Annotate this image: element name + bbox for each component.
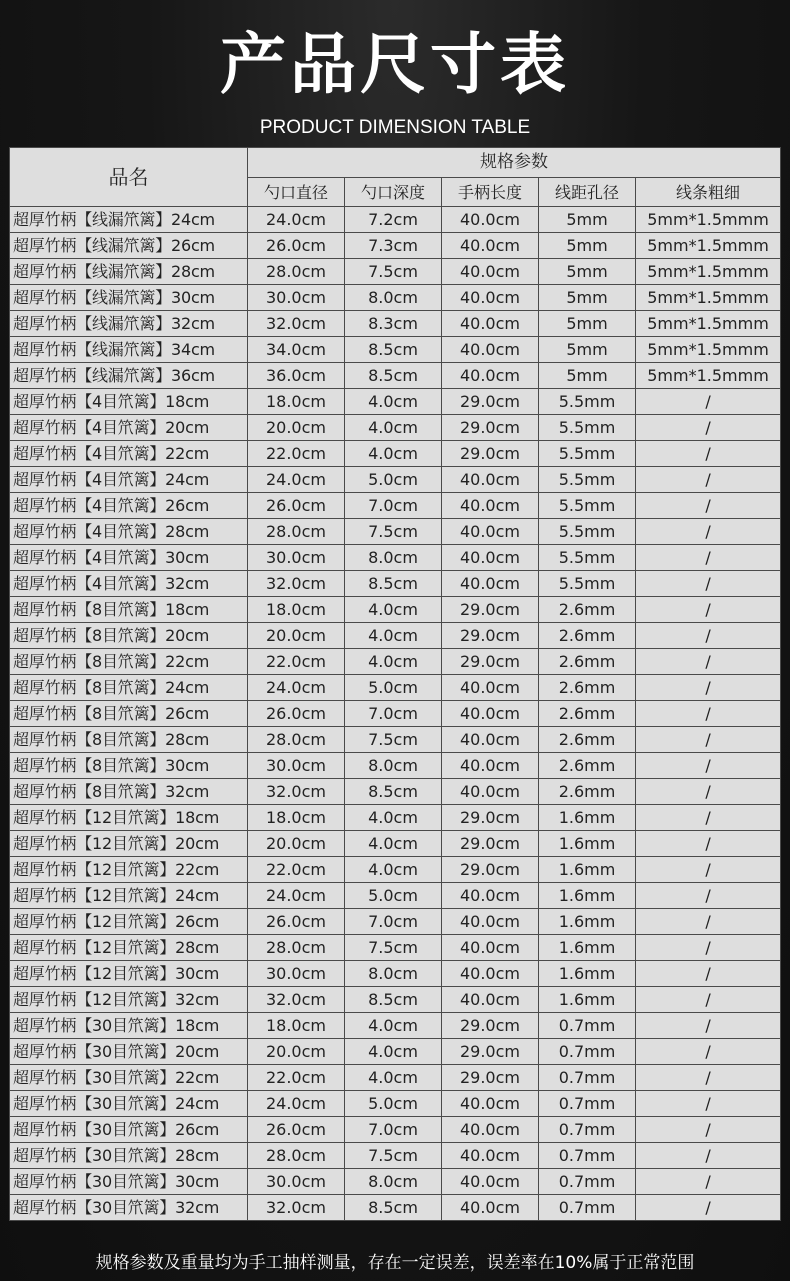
- handle-length-cell: 40.0cm: [442, 337, 539, 363]
- hole-size-cell: 5.5mm: [539, 415, 636, 441]
- wire-thickness-cell: /: [636, 467, 781, 493]
- diameter-cell: 30.0cm: [248, 1169, 345, 1195]
- wire-thickness-cell: 5mm*1.5mmm: [636, 233, 781, 259]
- wire-thickness-cell: /: [636, 597, 781, 623]
- table-row: [10, 935, 781, 961]
- product-name-cell: 超厚竹柄【12目笊篱】24cm: [10, 883, 248, 909]
- product-name-cell: 超厚竹柄【30目笊篱】24cm: [10, 1091, 248, 1117]
- depth-cell: 4.0cm: [345, 415, 442, 441]
- hole-size-cell: 5mm: [539, 337, 636, 363]
- handle-length-cell: 29.0cm: [442, 441, 539, 467]
- depth-cell: 4.0cm: [345, 805, 442, 831]
- table-row: [10, 441, 781, 467]
- hole-size-cell: 5.5mm: [539, 519, 636, 545]
- table-row: [10, 909, 781, 935]
- hole-size-cell: 5mm: [539, 259, 636, 285]
- wire-thickness-cell: 5mm*1.5mmm: [636, 337, 781, 363]
- diameter-cell: 26.0cm: [248, 233, 345, 259]
- product-name-cell: 超厚竹柄【4目笊篱】20cm: [10, 415, 248, 441]
- table-row: [10, 1039, 781, 1065]
- wire-thickness-cell: /: [636, 805, 781, 831]
- hole-size-cell: 0.7mm: [539, 1195, 636, 1221]
- diameter-cell: 32.0cm: [248, 987, 345, 1013]
- handle-length-cell: 29.0cm: [442, 415, 539, 441]
- handle-length-cell: 29.0cm: [442, 389, 539, 415]
- depth-cell: 7.2cm: [345, 207, 442, 233]
- table-row: [10, 675, 781, 701]
- product-name-cell: 超厚竹柄【12目笊篱】18cm: [10, 805, 248, 831]
- table-row: [10, 727, 781, 753]
- wire-thickness-cell: 5mm*1.5mmm: [636, 207, 781, 233]
- handle-length-cell: 29.0cm: [442, 649, 539, 675]
- wire-thickness-cell: /: [636, 1091, 781, 1117]
- depth-cell: 8.0cm: [345, 961, 442, 987]
- diameter-cell: 20.0cm: [248, 831, 345, 857]
- hole-size-cell: 2.6mm: [539, 623, 636, 649]
- table-row: [10, 1013, 781, 1039]
- diameter-cell: 26.0cm: [248, 493, 345, 519]
- product-name-cell: 超厚竹柄【8目笊篱】28cm: [10, 727, 248, 753]
- handle-length-cell: 40.0cm: [442, 571, 539, 597]
- handle-length-cell: 40.0cm: [442, 545, 539, 571]
- product-name-cell: 超厚竹柄【4目笊篱】26cm: [10, 493, 248, 519]
- handle-length-cell: 40.0cm: [442, 467, 539, 493]
- table-row: [10, 883, 781, 909]
- handle-length-cell: 40.0cm: [442, 675, 539, 701]
- depth-cell: 8.0cm: [345, 545, 442, 571]
- hole-size-cell: 0.7mm: [539, 1091, 636, 1117]
- product-name-cell: 超厚竹柄【4目笊篱】24cm: [10, 467, 248, 493]
- product-name-cell: 超厚竹柄【30目笊篱】22cm: [10, 1065, 248, 1091]
- depth-cell: 7.3cm: [345, 233, 442, 259]
- wire-thickness-cell: 5mm*1.5mmm: [636, 259, 781, 285]
- diameter-cell: 36.0cm: [248, 363, 345, 389]
- hole-size-cell: 0.7mm: [539, 1039, 636, 1065]
- hole-size-cell: 1.6mm: [539, 883, 636, 909]
- table-row: [10, 961, 781, 987]
- depth-cell: 8.0cm: [345, 753, 442, 779]
- wire-thickness-cell: /: [636, 441, 781, 467]
- product-name-cell: 超厚竹柄【12目笊篱】26cm: [10, 909, 248, 935]
- handle-length-cell: 40.0cm: [442, 311, 539, 337]
- handle-length-cell: 29.0cm: [442, 805, 539, 831]
- page-title: 产品尺寸表: [220, 26, 570, 103]
- wire-thickness-cell: /: [636, 545, 781, 571]
- table-row: [10, 493, 781, 519]
- table-row: [10, 415, 781, 441]
- product-name-cell: 超厚竹柄【30目笊篱】28cm: [10, 1143, 248, 1169]
- handle-length-cell: 40.0cm: [442, 1195, 539, 1221]
- depth-cell: 7.5cm: [345, 727, 442, 753]
- hole-size-cell: 2.6mm: [539, 779, 636, 805]
- wire-thickness-cell: /: [636, 909, 781, 935]
- wire-thickness-cell: /: [636, 1195, 781, 1221]
- hole-size-cell: 5.5mm: [539, 441, 636, 467]
- table-row: [10, 467, 781, 493]
- diameter-cell: 18.0cm: [248, 1013, 345, 1039]
- product-name-cell: 超厚竹柄【8目笊篱】22cm: [10, 649, 248, 675]
- table-row: [10, 337, 781, 363]
- diameter-cell: 24.0cm: [248, 207, 345, 233]
- product-name-cell: 超厚竹柄【线漏笊篱】26cm: [10, 233, 248, 259]
- hole-size-cell: 1.6mm: [539, 909, 636, 935]
- table-row: [10, 1143, 781, 1169]
- handle-length-cell: 29.0cm: [442, 623, 539, 649]
- diameter-cell: 28.0cm: [248, 727, 345, 753]
- hole-size-cell: 5.5mm: [539, 545, 636, 571]
- table-row: [10, 571, 781, 597]
- hole-size-cell: 1.6mm: [539, 935, 636, 961]
- wire-thickness-cell: /: [636, 857, 781, 883]
- column-header: 线距孔径: [539, 178, 636, 207]
- table-row: [10, 857, 781, 883]
- wire-thickness-cell: /: [636, 987, 781, 1013]
- depth-cell: 5.0cm: [345, 1091, 442, 1117]
- product-name-cell: 超厚竹柄【8目笊篱】18cm: [10, 597, 248, 623]
- diameter-cell: 26.0cm: [248, 701, 345, 727]
- diameter-cell: 20.0cm: [248, 415, 345, 441]
- product-name-cell: 超厚竹柄【8目笊篱】20cm: [10, 623, 248, 649]
- table-row: [10, 753, 781, 779]
- depth-cell: 8.3cm: [345, 311, 442, 337]
- hole-size-cell: 0.7mm: [539, 1065, 636, 1091]
- depth-cell: 5.0cm: [345, 675, 442, 701]
- wire-thickness-cell: /: [636, 779, 781, 805]
- diameter-cell: 30.0cm: [248, 753, 345, 779]
- product-name-cell: 超厚竹柄【线漏笊篱】32cm: [10, 311, 248, 337]
- page-subtitle: PRODUCT DIMENSION TABLE: [259, 117, 531, 138]
- hole-size-cell: 0.7mm: [539, 1169, 636, 1195]
- depth-cell: 8.5cm: [345, 337, 442, 363]
- table-row: [10, 311, 781, 337]
- diameter-cell: 28.0cm: [248, 1143, 345, 1169]
- hole-size-cell: 2.6mm: [539, 649, 636, 675]
- handle-length-cell: 40.0cm: [442, 961, 539, 987]
- diameter-cell: 34.0cm: [248, 337, 345, 363]
- depth-cell: 4.0cm: [345, 857, 442, 883]
- diameter-cell: 30.0cm: [248, 961, 345, 987]
- wire-thickness-cell: /: [636, 493, 781, 519]
- depth-cell: 8.5cm: [345, 571, 442, 597]
- depth-cell: 8.5cm: [345, 987, 442, 1013]
- product-name-cell: 超厚竹柄【4目笊篱】22cm: [10, 441, 248, 467]
- depth-cell: 4.0cm: [345, 1039, 442, 1065]
- table-row: [10, 701, 781, 727]
- product-name-cell: 超厚竹柄【4目笊篱】32cm: [10, 571, 248, 597]
- table-row: [10, 1195, 781, 1221]
- product-name-cell: 超厚竹柄【线漏笊篱】30cm: [10, 285, 248, 311]
- depth-cell: 4.0cm: [345, 649, 442, 675]
- hole-size-cell: 0.7mm: [539, 1143, 636, 1169]
- spec-group-header: 规格参数: [248, 148, 781, 178]
- hole-size-cell: 5.5mm: [539, 389, 636, 415]
- product-name-cell: 超厚竹柄【8目笊篱】30cm: [10, 753, 248, 779]
- depth-cell: 4.0cm: [345, 1065, 442, 1091]
- product-name-cell: 超厚竹柄【线漏笊篱】28cm: [10, 259, 248, 285]
- hole-size-cell: 5mm: [539, 311, 636, 337]
- depth-cell: 7.0cm: [345, 909, 442, 935]
- product-name-cell: 超厚竹柄【4目笊篱】18cm: [10, 389, 248, 415]
- diameter-cell: 20.0cm: [248, 1039, 345, 1065]
- depth-cell: 7.0cm: [345, 1117, 442, 1143]
- dimension-table-container: [9, 147, 780, 1221]
- product-name-cell: 超厚竹柄【30目笊篱】26cm: [10, 1117, 248, 1143]
- handle-length-cell: 40.0cm: [442, 233, 539, 259]
- diameter-cell: 32.0cm: [248, 1195, 345, 1221]
- handle-length-cell: 40.0cm: [442, 987, 539, 1013]
- wire-thickness-cell: 5mm*1.5mmm: [636, 311, 781, 337]
- handle-length-cell: 40.0cm: [442, 207, 539, 233]
- hole-size-cell: 5.5mm: [539, 571, 636, 597]
- wire-thickness-cell: /: [636, 727, 781, 753]
- handle-length-cell: 40.0cm: [442, 883, 539, 909]
- diameter-cell: 26.0cm: [248, 1117, 345, 1143]
- product-name-cell: 超厚竹柄【8目笊篱】32cm: [10, 779, 248, 805]
- handle-length-cell: 29.0cm: [442, 857, 539, 883]
- wire-thickness-cell: /: [636, 961, 781, 987]
- diameter-cell: 30.0cm: [248, 545, 345, 571]
- diameter-cell: 28.0cm: [248, 935, 345, 961]
- handle-length-cell: 29.0cm: [442, 597, 539, 623]
- hole-size-cell: 5mm: [539, 285, 636, 311]
- table-body: [10, 207, 781, 1221]
- handle-length-cell: 40.0cm: [442, 1143, 539, 1169]
- table-row: [10, 545, 781, 571]
- wire-thickness-cell: /: [636, 1065, 781, 1091]
- table-row: [10, 623, 781, 649]
- depth-cell: 8.5cm: [345, 779, 442, 805]
- handle-length-cell: 40.0cm: [442, 493, 539, 519]
- product-name-cell: 超厚竹柄【线漏笊篱】24cm: [10, 207, 248, 233]
- diameter-cell: 22.0cm: [248, 441, 345, 467]
- wire-thickness-cell: /: [636, 519, 781, 545]
- diameter-cell: 28.0cm: [248, 259, 345, 285]
- diameter-cell: 24.0cm: [248, 675, 345, 701]
- hole-size-cell: 5mm: [539, 207, 636, 233]
- depth-cell: 8.0cm: [345, 1169, 442, 1195]
- wire-thickness-cell: /: [636, 1039, 781, 1065]
- diameter-cell: 32.0cm: [248, 779, 345, 805]
- depth-cell: 8.5cm: [345, 1195, 442, 1221]
- table-row: [10, 363, 781, 389]
- hole-size-cell: 5.5mm: [539, 493, 636, 519]
- product-name-cell: 超厚竹柄【线漏笊篱】34cm: [10, 337, 248, 363]
- handle-length-cell: 29.0cm: [442, 1065, 539, 1091]
- diameter-cell: 22.0cm: [248, 1065, 345, 1091]
- handle-length-cell: 29.0cm: [442, 1039, 539, 1065]
- column-header: 手柄长度: [442, 178, 539, 207]
- wire-thickness-cell: /: [636, 571, 781, 597]
- diameter-cell: 32.0cm: [248, 311, 345, 337]
- product-name-cell: 超厚竹柄【4目笊篱】28cm: [10, 519, 248, 545]
- column-header: 勺口深度: [345, 178, 442, 207]
- table-row: [10, 987, 781, 1013]
- wire-thickness-cell: 5mm*1.5mmm: [636, 363, 781, 389]
- handle-length-cell: 40.0cm: [442, 259, 539, 285]
- product-name-cell: 超厚竹柄【4目笊篱】30cm: [10, 545, 248, 571]
- hole-size-cell: 1.6mm: [539, 831, 636, 857]
- table-row: [10, 831, 781, 857]
- table-row: [10, 519, 781, 545]
- table-row: [10, 1065, 781, 1091]
- table-row: [10, 1091, 781, 1117]
- table-row: [10, 389, 781, 415]
- wire-thickness-cell: /: [636, 1117, 781, 1143]
- wire-thickness-cell: /: [636, 831, 781, 857]
- handle-length-cell: 40.0cm: [442, 701, 539, 727]
- product-name-cell: 超厚竹柄【12目笊篱】22cm: [10, 857, 248, 883]
- product-name-cell: 超厚竹柄【30目笊篱】32cm: [10, 1195, 248, 1221]
- hole-size-cell: 1.6mm: [539, 857, 636, 883]
- table-row: [10, 597, 781, 623]
- wire-thickness-cell: /: [636, 753, 781, 779]
- table-row: [10, 649, 781, 675]
- product-name-cell: 超厚竹柄【线漏笊篱】36cm: [10, 363, 248, 389]
- depth-cell: 5.0cm: [345, 883, 442, 909]
- depth-cell: 7.5cm: [345, 259, 442, 285]
- hole-size-cell: 0.7mm: [539, 1117, 636, 1143]
- handle-length-cell: 40.0cm: [442, 1117, 539, 1143]
- hole-size-cell: 0.7mm: [539, 1013, 636, 1039]
- wire-thickness-cell: /: [636, 701, 781, 727]
- table-row: [10, 1169, 781, 1195]
- handle-length-cell: 40.0cm: [442, 909, 539, 935]
- depth-cell: 4.0cm: [345, 441, 442, 467]
- depth-cell: 8.0cm: [345, 285, 442, 311]
- diameter-cell: 20.0cm: [248, 623, 345, 649]
- table-row: [10, 285, 781, 311]
- depth-cell: 8.5cm: [345, 363, 442, 389]
- wire-thickness-cell: /: [636, 389, 781, 415]
- table-row: [10, 805, 781, 831]
- table-row: [10, 233, 781, 259]
- column-header: 线条粗细: [636, 178, 781, 207]
- footer-note: 规格参数及重量均为手工抽样测量，存在一定误差，误差率在10%属于正常范围: [95, 1253, 695, 1273]
- depth-cell: 7.5cm: [345, 935, 442, 961]
- diameter-cell: 18.0cm: [248, 389, 345, 415]
- depth-cell: 4.0cm: [345, 1013, 442, 1039]
- wire-thickness-cell: /: [636, 1013, 781, 1039]
- diameter-cell: 22.0cm: [248, 857, 345, 883]
- product-name-cell: 超厚竹柄【30目笊篱】18cm: [10, 1013, 248, 1039]
- diameter-cell: 22.0cm: [248, 649, 345, 675]
- hole-size-cell: 2.6mm: [539, 597, 636, 623]
- product-name-cell: 超厚竹柄【30目笊篱】20cm: [10, 1039, 248, 1065]
- handle-length-cell: 40.0cm: [442, 1169, 539, 1195]
- product-name-cell: 超厚竹柄【12目笊篱】32cm: [10, 987, 248, 1013]
- handle-length-cell: 40.0cm: [442, 753, 539, 779]
- table-row: [10, 207, 781, 233]
- diameter-cell: 30.0cm: [248, 285, 345, 311]
- hole-size-cell: 2.6mm: [539, 701, 636, 727]
- depth-cell: 7.0cm: [345, 701, 442, 727]
- hole-size-cell: 1.6mm: [539, 987, 636, 1013]
- hole-size-cell: 5mm: [539, 363, 636, 389]
- handle-length-cell: 40.0cm: [442, 519, 539, 545]
- wire-thickness-cell: /: [636, 883, 781, 909]
- table-row: [10, 1117, 781, 1143]
- product-name-header: 品名: [10, 148, 248, 207]
- diameter-cell: 26.0cm: [248, 909, 345, 935]
- handle-length-cell: 40.0cm: [442, 935, 539, 961]
- depth-cell: 7.0cm: [345, 493, 442, 519]
- hole-size-cell: 1.6mm: [539, 805, 636, 831]
- depth-cell: 4.0cm: [345, 389, 442, 415]
- column-header: 勺口直径: [248, 178, 345, 207]
- handle-length-cell: 40.0cm: [442, 1091, 539, 1117]
- product-name-cell: 超厚竹柄【12目笊篱】28cm: [10, 935, 248, 961]
- diameter-cell: 28.0cm: [248, 519, 345, 545]
- diameter-cell: 32.0cm: [248, 571, 345, 597]
- hole-size-cell: 5.5mm: [539, 467, 636, 493]
- wire-thickness-cell: /: [636, 1143, 781, 1169]
- wire-thickness-cell: /: [636, 1169, 781, 1195]
- product-name-cell: 超厚竹柄【8目笊篱】26cm: [10, 701, 248, 727]
- depth-cell: 5.0cm: [345, 467, 442, 493]
- diameter-cell: 24.0cm: [248, 883, 345, 909]
- hole-size-cell: 2.6mm: [539, 753, 636, 779]
- hole-size-cell: 2.6mm: [539, 727, 636, 753]
- hole-size-cell: 2.6mm: [539, 675, 636, 701]
- depth-cell: 4.0cm: [345, 623, 442, 649]
- handle-length-cell: 40.0cm: [442, 779, 539, 805]
- product-name-cell: 超厚竹柄【8目笊篱】24cm: [10, 675, 248, 701]
- depth-cell: 7.5cm: [345, 519, 442, 545]
- wire-thickness-cell: /: [636, 935, 781, 961]
- handle-length-cell: 40.0cm: [442, 363, 539, 389]
- wire-thickness-cell: /: [636, 623, 781, 649]
- wire-thickness-cell: /: [636, 649, 781, 675]
- dimension-table: [9, 147, 781, 1221]
- diameter-cell: 18.0cm: [248, 597, 345, 623]
- diameter-cell: 18.0cm: [248, 805, 345, 831]
- handle-length-cell: 40.0cm: [442, 727, 539, 753]
- depth-cell: 7.5cm: [345, 1143, 442, 1169]
- table-row: [10, 779, 781, 805]
- wire-thickness-cell: 5mm*1.5mmm: [636, 285, 781, 311]
- product-name-cell: 超厚竹柄【12目笊篱】20cm: [10, 831, 248, 857]
- product-name-cell: 超厚竹柄【12目笊篱】30cm: [10, 961, 248, 987]
- depth-cell: 4.0cm: [345, 831, 442, 857]
- product-name-cell: 超厚竹柄【30目笊篱】30cm: [10, 1169, 248, 1195]
- table-row: [10, 259, 781, 285]
- handle-length-cell: 29.0cm: [442, 1013, 539, 1039]
- hole-size-cell: 1.6mm: [539, 961, 636, 987]
- handle-length-cell: 29.0cm: [442, 831, 539, 857]
- handle-length-cell: 40.0cm: [442, 285, 539, 311]
- diameter-cell: 24.0cm: [248, 467, 345, 493]
- depth-cell: 4.0cm: [345, 597, 442, 623]
- diameter-cell: 24.0cm: [248, 1091, 345, 1117]
- wire-thickness-cell: /: [636, 415, 781, 441]
- wire-thickness-cell: /: [636, 675, 781, 701]
- hole-size-cell: 5mm: [539, 233, 636, 259]
